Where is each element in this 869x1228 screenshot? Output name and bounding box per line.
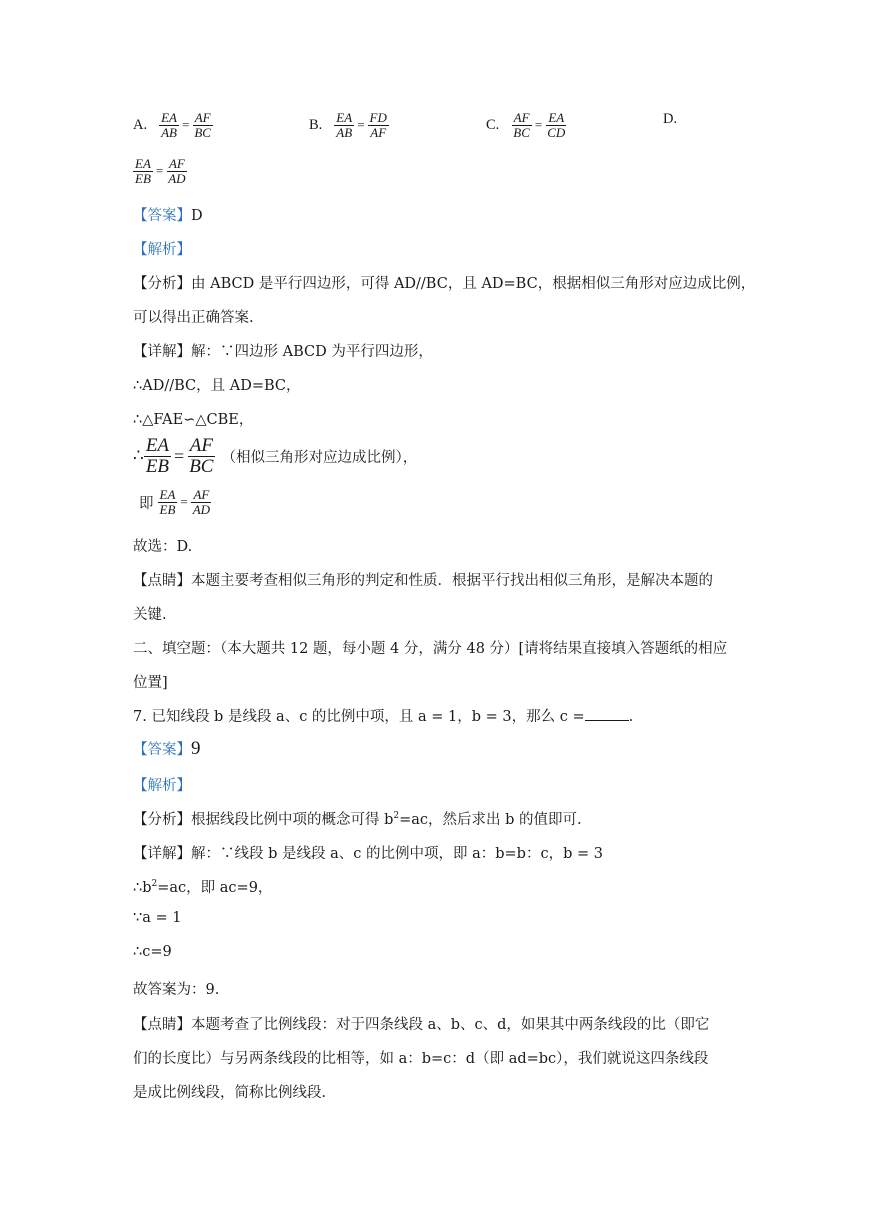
- q7-answer: [133, 738, 201, 760]
- q6-conclusion: 故选：D.: [133, 539, 193, 555]
- equals-sign: =: [534, 117, 543, 133]
- q6-step-2: ∴△FAE∽△CBE，: [133, 412, 254, 428]
- equals-sign: =: [174, 445, 185, 466]
- option-a: [133, 111, 213, 139]
- q7-step-1: $\therefore b^2=ac$，即 ac=9，: [133, 879, 273, 896]
- q7-xiangjie: 【详解】解：∵线段 b 是线段 a、c 的比例中项，即 a：b=b：c，b = 3: [133, 846, 603, 862]
- answer-tag: 【答案】: [133, 208, 191, 224]
- q6-step-4: 即 $\frac{EA}{EB}$ = $\frac{AF}{AD}$: [139, 487, 211, 517]
- q6-fenxi-cont: 可以得出正确答案.: [133, 310, 254, 326]
- answer-value: D: [191, 208, 203, 224]
- fraction: $\frac{AF}{AD}$: [192, 487, 211, 517]
- fenxi-tag: 【分析】: [133, 812, 191, 828]
- q6-step-1: ∴AD//BC，且 AD=BC，: [133, 378, 301, 394]
- option-b: [309, 111, 389, 139]
- dianjing-tag: 【点睛】: [133, 573, 191, 589]
- fenxi-tag: 【分析】: [133, 276, 191, 292]
- q6-dianjing: 【点睛】本题主要考查相似三角形的判定和性质．根据平行找出相似三角形，是解决本题的: [133, 573, 713, 589]
- equals-sign: =: [182, 117, 190, 133]
- option-letter: C.: [486, 116, 500, 133]
- fraction: $\frac{AF}{BC}$: [513, 110, 530, 140]
- answer-tag: 【答案】: [133, 742, 191, 758]
- q6-answer: [133, 204, 203, 225]
- q6-fenxi: [133, 272, 755, 293]
- q7-question: 7. 已知线段 b 是线段 a、c 的比例中项，且 a = 1，b = 3，那么 c = .: [133, 709, 634, 725]
- analysis-tag: 【解析】: [133, 242, 191, 258]
- option-letter: B.: [309, 116, 323, 133]
- q6-xiangjie: 【详解】解：∵四边形 ABCD 为平行四边形，: [133, 344, 433, 360]
- fenxi-text: 由 ABCD 是平行四边形，可得 AD//BC，且 AD=BC，根据相似三角形对应边成比例，: [191, 276, 756, 292]
- option-c: [486, 111, 567, 139]
- fraction: $\frac{EA}{AB}$: [161, 110, 177, 140]
- q6-jiexi: [133, 238, 191, 259]
- q7-conclusion: 故答案为：9.: [133, 982, 220, 998]
- option-d: [663, 111, 689, 128]
- analysis-tag: 【解析】: [133, 778, 191, 794]
- dianjing-tag: 【点睛】: [133, 1017, 191, 1033]
- xiangjie-tag: 【详解】: [133, 344, 191, 360]
- answer-value: 9: [191, 738, 201, 759]
- q7-step-2: ∵a = 1: [133, 910, 182, 926]
- q6-step-3: ∴ $\frac{EA}{EB}$ = $\frac{AF}{BC}$ （相似三角形对应边成比例），: [133, 435, 418, 477]
- equals-sign: =: [155, 163, 164, 179]
- fraction: $\frac{EA}{EB}$: [135, 156, 151, 186]
- section-header: 二、填空题：（本大题共 12 题，每小题 4 分，满分 48 分）[请将结果直接填入答题纸的相应: [133, 641, 728, 657]
- option-letter: A.: [133, 116, 148, 133]
- fraction: $\frac{EA}{CD}$: [547, 110, 566, 140]
- answer-blank: [585, 708, 629, 721]
- q7-fenxi: 【分析】根据线段比例中项的概念可得 $b^2=ac$，然后求出 b 的值即可.: [133, 811, 582, 828]
- fraction: $\frac{EA}{EB}$: [159, 487, 176, 517]
- q7-dianjing: 【点睛】本题考查了比例线段：对于四条线段 a、b、c、d，如果其中两条线段的比（即它: [133, 1017, 710, 1033]
- q7-jiexi: [133, 774, 191, 795]
- fraction: $\frac{FD}{AF}$: [369, 110, 387, 140]
- xiangjie-tag: 【详解】: [133, 846, 191, 862]
- fraction: $\frac{EA}{AB}$: [336, 110, 353, 140]
- q6-dianjing-cont: 关键.: [133, 607, 167, 623]
- q7-dianjing-cont-1: 们的长度比）与另两条线段的比相等，如 a：b=c：d（即 ad=bc），我们就说这四条线段: [133, 1051, 709, 1067]
- section-header-cont: 位置]: [133, 675, 168, 691]
- q7-step-3: ∴c=9: [133, 944, 172, 960]
- option-d-expression: [133, 157, 188, 185]
- q7-dianjing-cont-2: 是成比例线段，简称比例线段.: [133, 1085, 327, 1101]
- fraction: $\frac{AF}{BC}$: [194, 110, 211, 140]
- fraction: $\frac{AF}{BC}$: [189, 435, 214, 477]
- fraction: $\frac{AF}{AD}$: [168, 156, 186, 186]
- fraction: $\frac{EA}{EB}$: [145, 435, 170, 477]
- option-letter: D.: [663, 111, 678, 127]
- equals-sign: =: [180, 494, 188, 510]
- equals-sign: =: [357, 117, 365, 133]
